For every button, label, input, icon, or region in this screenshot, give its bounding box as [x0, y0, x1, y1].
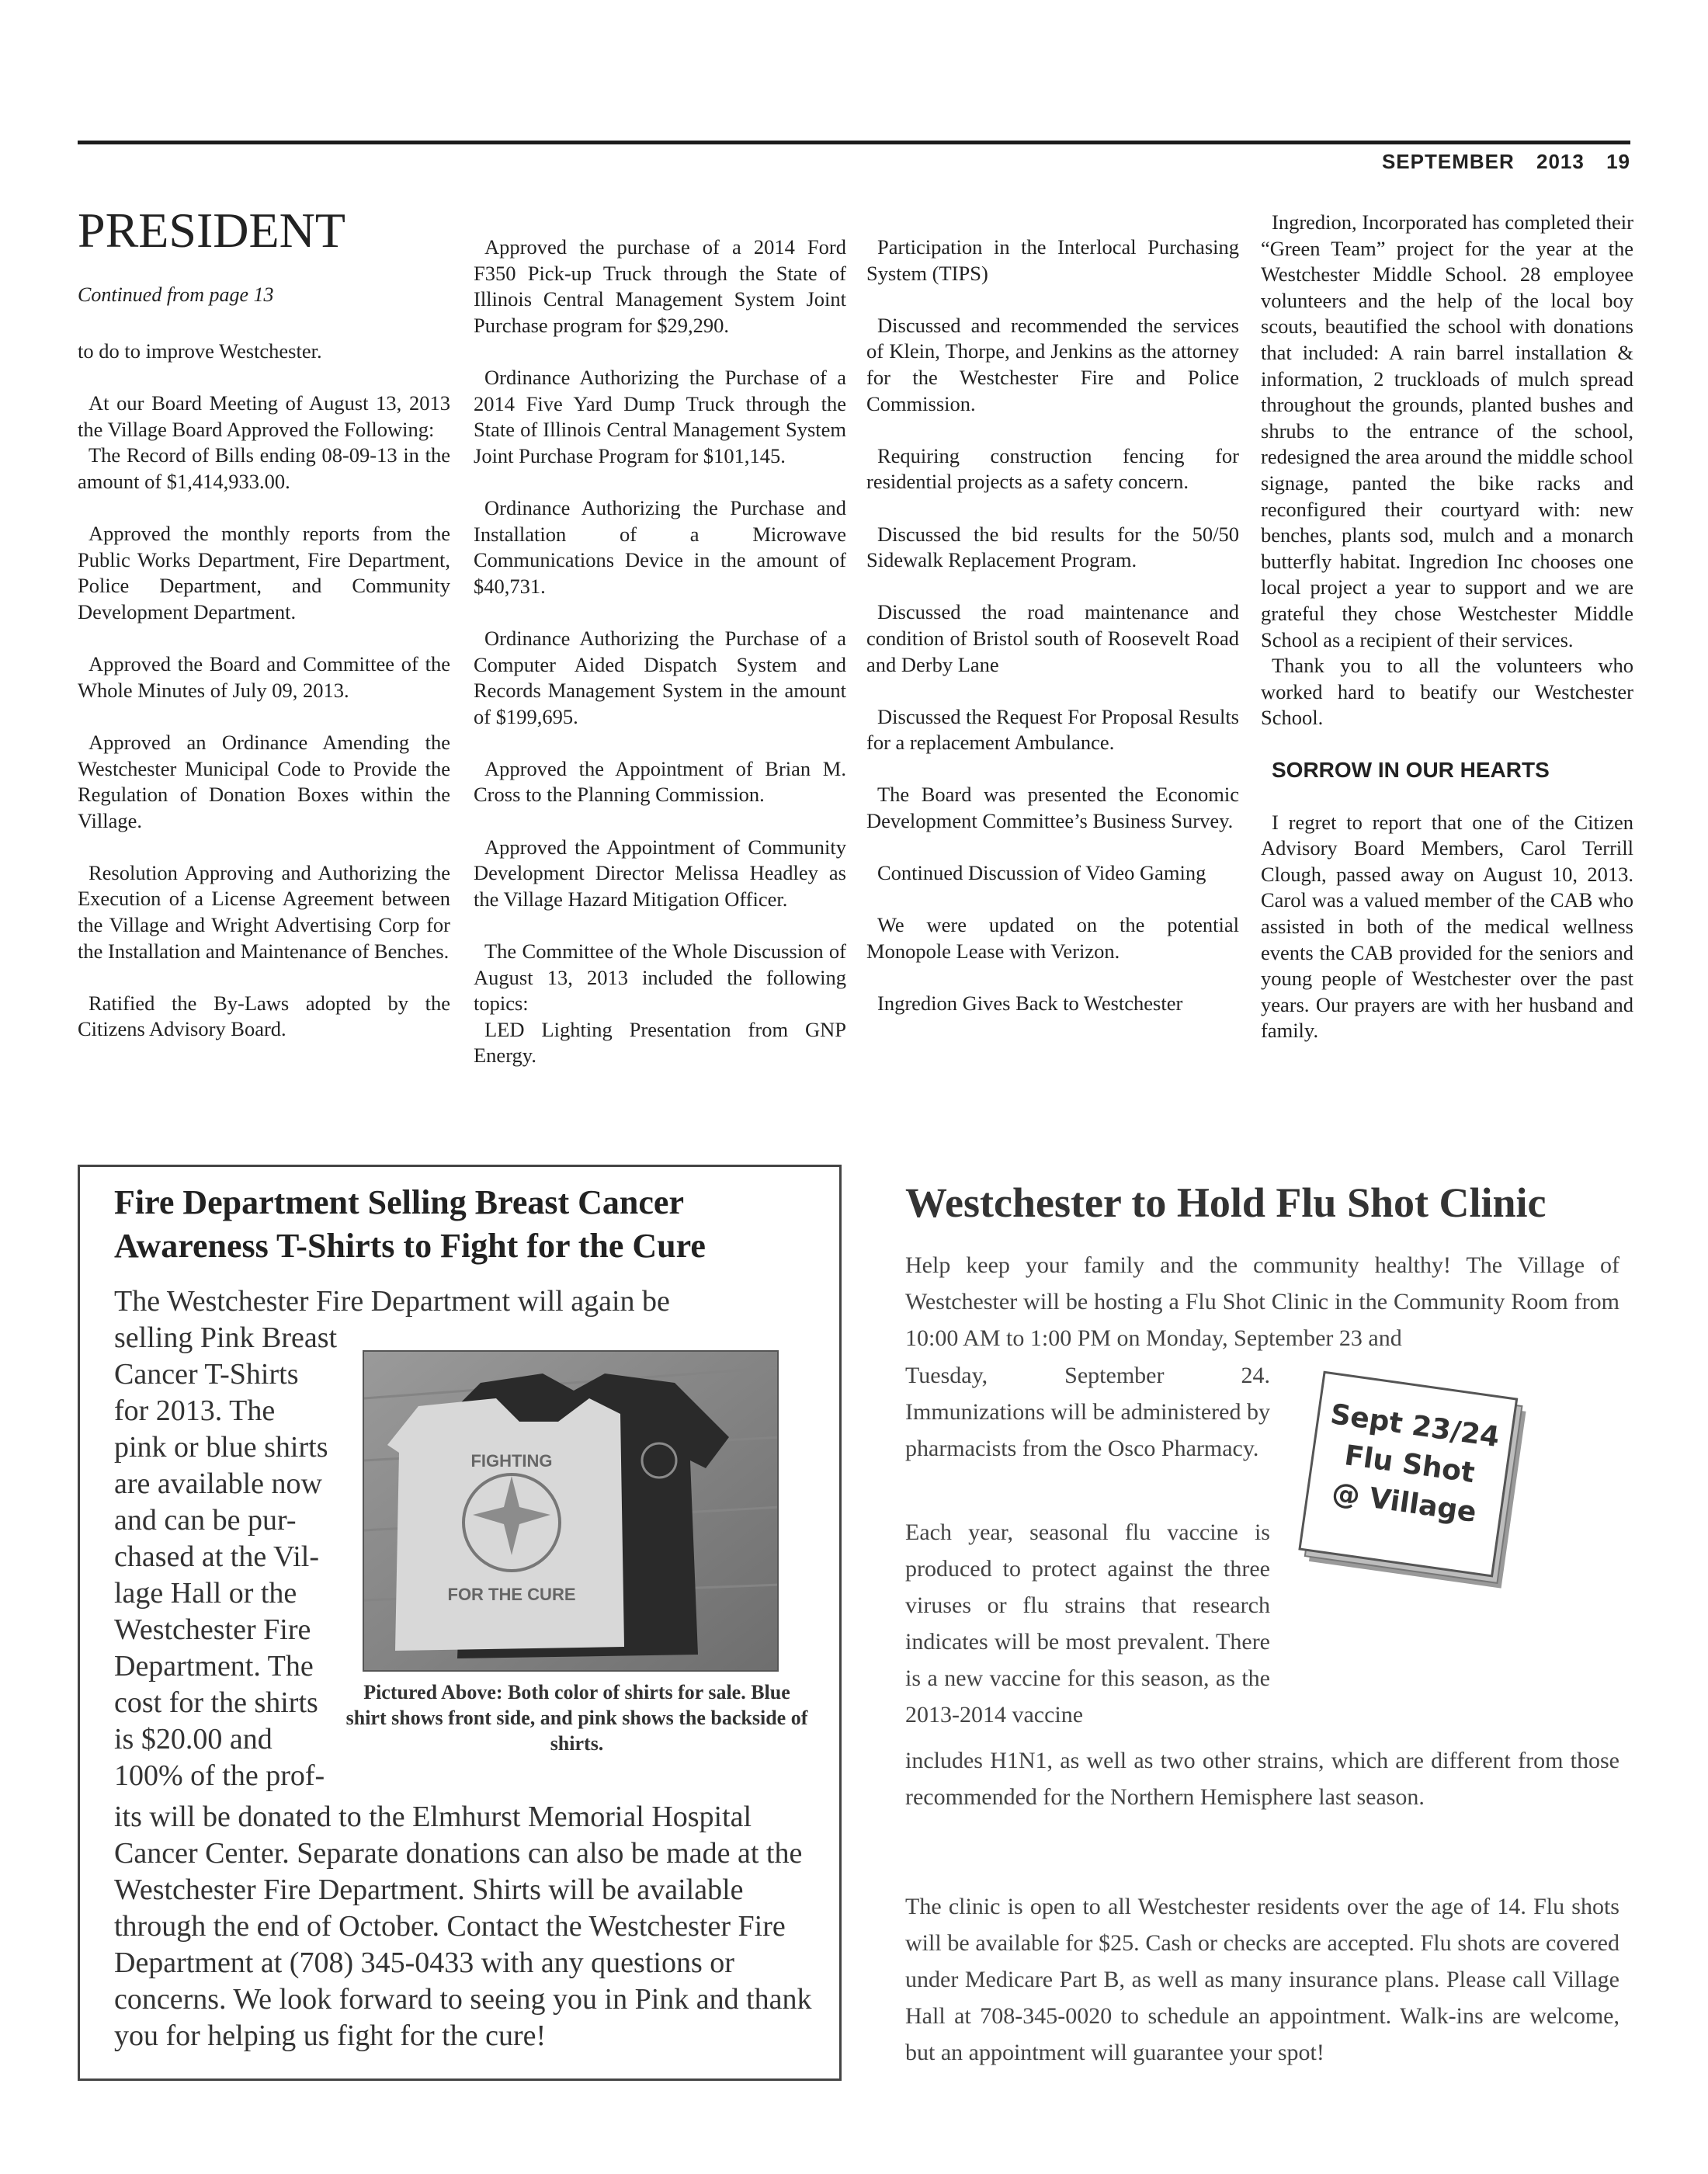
fire-box-line: are available now	[114, 1467, 322, 1500]
flu-paragraph-3	[905, 1888, 1619, 2071]
flu-paragraph-2	[905, 1514, 1270, 1733]
fire-box-line: chased at the Vil-	[114, 1540, 319, 1573]
fire-box-title-line: Awareness T-Shirts to Fight for the Cure	[114, 1227, 706, 1265]
note-line-3: @ Village	[1330, 1477, 1479, 1530]
photo-caption: Pictured Above: Both color of shirts for sale. Blue shirt shows front side, and pink shows the backside of shirts.	[345, 1681, 808, 1755]
fire-box-line: and can be pur-	[114, 1504, 297, 1537]
paragraph: Continued Discussion of Video Gaming	[877, 861, 1206, 885]
tshirt-photo	[363, 1350, 779, 1672]
paragraph: Discussed the road maintenance and condition of Bristol south of Roosevelt Road and Derby Lane	[866, 600, 1239, 676]
paragraph: We were updated on the potential Monopole Lease with Verizon.	[866, 913, 1239, 964]
shirt-text-top: FIGHTING	[470, 1451, 553, 1471]
paragraph: I regret to report that one of the Citizen Advisory Board Members, Carol Terrill Clough, passed away on August 10, 2013. Carol was a valued member of the CAB who assisted in both of the medical wellness events the CAB provided for the seniors and young people of Westchester over the past years. Our prayers are with her husband and family.	[1261, 810, 1633, 1043]
paragraph: The Board was presented the Economic Development Committee’s Business Survey.	[866, 783, 1239, 833]
paragraph: includes H1N1, as well as two other strains, which are different from those recommended for the Northern Hemisphere last season.	[905, 1748, 1619, 1810]
continued-note: Continued from page 13	[78, 283, 274, 306]
fire-department-box	[78, 1165, 842, 2081]
page-header	[1382, 150, 1630, 174]
paragraph: Tuesday, September 24. Immunizations will be administered by pharmacists from the Osco Pharmacy.	[905, 1363, 1270, 1461]
fire-box-intro: The Westchester Fire Department will again be	[114, 1285, 670, 1318]
issue-month: SEPTEMBER 2013	[1381, 150, 1585, 173]
paragraph: Ordinance Authorizing the Purchase of a Computer Aided Dispatch System and Records Management System in the amount of $199,695.	[474, 626, 846, 728]
shirt-text-bottom: FOR THE CURE	[447, 1585, 576, 1604]
paragraph: Participation in the Interlocal Purchasing System (TIPS)	[866, 235, 1239, 285]
tshirt-illustration	[364, 1352, 779, 1672]
header-rule	[78, 141, 1630, 144]
fire-box-line: for 2013. The	[114, 1394, 276, 1427]
paragraph: At our Board Meeting of August 13, 2013 the Village Board Approved the Following:	[78, 391, 450, 441]
sorrow-heading: SORROW IN OUR HEARTS	[1272, 758, 1550, 783]
paragraph: The Record of Bills ending 08-09-13 in the amount of $1,414,933.00.	[78, 443, 450, 493]
paragraph: Approved the Appointment of Community Development Director Melissa Headley as the Village Hazard Mitigation Officer.	[474, 835, 846, 911]
paragraph: Ordinance Authorizing the Purchase of a 2014 Five Yard Dump Truck through the State of Illinois Central Management System Joint Purchase Program for $101,145.	[474, 365, 846, 467]
note-line-2: Flu Shot	[1342, 1439, 1477, 1490]
paragraph: Ratified the By-Laws adopted by the Citizens Advisory Board.	[78, 991, 450, 1041]
article-column-2	[474, 234, 846, 1096]
article-column-1	[78, 339, 450, 1069]
fire-box-title-line: Fire Department Selling Breast Cancer	[114, 1183, 684, 1221]
paragraph: Ingredion Gives Back to Westchester	[877, 991, 1183, 1016]
paragraph: Approved the Appointment of Brian M. Cross to the Planning Commission.	[474, 756, 846, 807]
fire-box-line: cost for the shirts	[114, 1686, 318, 1719]
fire-box-line: Cancer T-Shirts	[114, 1358, 299, 1391]
calendar-note-graphic	[1289, 1367, 1553, 1615]
paragraph: Each year, seasonal flu vaccine is produced to protect against the three viruses or flu strains that research indicates will be most prevalent. There is a new vaccine for this season, as the 2013-2014 vaccine	[905, 1519, 1270, 1728]
paragraph: Approved the Board and Committee of the Whole Minutes of July 09, 2013.	[78, 652, 450, 702]
paragraph: LED Lighting Presentation from GNP Energy.	[474, 1017, 846, 1068]
paragraph: Requiring construction fencing for residential projects as a safety concern.	[866, 443, 1239, 494]
article-column-4	[1261, 210, 1633, 1071]
paragraph: Discussed the bid results for the 50/50 Sidewalk Replacement Program.	[866, 522, 1239, 572]
paragraph: Discussed the Request For Proposal Results for a replacement Ambulance.	[866, 704, 1239, 755]
paragraph: Resolution Approving and Authorizing the Execution of a License Agreement between the Village and Wright Advertising Corp for the Installation and Maintenance of Benches.	[78, 860, 450, 963]
fire-box-line: Department. The	[114, 1650, 314, 1683]
article-title: PRESIDENT	[78, 203, 345, 258]
fire-box-line: pink or blue shirts	[114, 1431, 328, 1464]
paragraph: Help keep your family and the community healthy! The Village of Westchester will be hosting a Flu Shot Clinic in the Community Room from 10:00 AM to 1:00 PM on Monday, September 23 and	[905, 1252, 1619, 1351]
calendar-pad-icon	[1289, 1367, 1553, 1615]
fire-box-line: 100% of the prof-	[114, 1759, 325, 1792]
fire-box-bottom-text: its will be donated to the Elmhurst Memorial Hospital Cancer Center. Separate donations can also be made at the Westchester Fire Department. Shirts will be available through the end of October. Contact the Westchester Fire Department at (708) 345-0433 with any questions or concerns. We look forward to seeing you in Pink and thank you for helping us fight for the cure!	[114, 1801, 812, 2052]
fire-box-line: is $20.00 and	[114, 1723, 273, 1756]
flu-paragraph-1b	[905, 1357, 1270, 1467]
fire-box-line: lage Hall or the	[114, 1577, 297, 1610]
paragraph: to do to improve Westchester.	[78, 339, 322, 363]
paragraph: Approved the monthly reports from the Public Works Department, Fire Department, Police Department, and Community Development Department.	[78, 522, 450, 623]
fire-box-line: Westchester Fire	[114, 1613, 311, 1646]
paragraph: The Committee of the Whole Discussion of August 13, 2013 included the following topics:	[474, 939, 846, 1016]
paragraph: Approved an Ordinance Amending the Westchester Municipal Code to Provide the Regulation of Donation Boxes within the Village.	[78, 730, 450, 832]
page-number: 19	[1606, 150, 1630, 173]
paragraph: Discussed and recommended the services of Klein, Thorpe, and Jenkins as the attorney for the Westchester Fire and Police Commission.	[866, 313, 1239, 415]
paragraph: Ingredion, Incorporated has completed their “Green Team” project for the year at the Westchester Middle School. 28 employee volunteers and the help of the local boy scouts, beautified the school with donations that included: A rain barrel installation & information, 2 truckloads of mulch spread throughout the grounds, planted bushes and shrubs to the entrance of the school, redesigned the area around the middle school signage, panted the bike racks and reconfigured their courtyard with: new benches, plants sod, mulch and a monarch butterfly habitat. Ingredion Inc chooses one local project a year to support and we are grateful they chose Westchester Middle School as a recipient of their services.	[1261, 210, 1633, 651]
paragraph: Ordinance Authorizing the Purchase and Installation of a Microwave Communications Device in the amount of $40,731.	[474, 495, 846, 598]
article-column-3	[866, 234, 1239, 1043]
paragraph: Approved the purchase of a 2014 Ford F350 Pick-up Truck through the State of Illinois Central Management System Joint Purchase program for $29,290.	[474, 235, 846, 337]
paragraph: Thank you to all the volunteers who worked hard to beatify our Westchester School.	[1261, 654, 1633, 730]
flu-paragraph-1	[905, 1247, 1619, 1356]
flu-paragraph-2b	[905, 1742, 1619, 1815]
paragraph: The clinic is open to all Westchester residents over the age of 14. Flu shots will be available for $25. Cash or checks are accepted. Flu shots are covered under Medicare Part B, as well as many insurance plans. Please call Village Hall at 708-345-0020 to schedule an appointment. Walk-ins are welcome, but an appointment will guarantee your spot!	[905, 1894, 1619, 2065]
fire-box-line: selling Pink Breast	[114, 1321, 338, 1354]
note-line-1: Sept 23/24	[1328, 1398, 1501, 1454]
flu-clinic-title: Westchester to Hold Flu Shot Clinic	[905, 1179, 1547, 1226]
fire-box-title	[114, 1181, 706, 1268]
